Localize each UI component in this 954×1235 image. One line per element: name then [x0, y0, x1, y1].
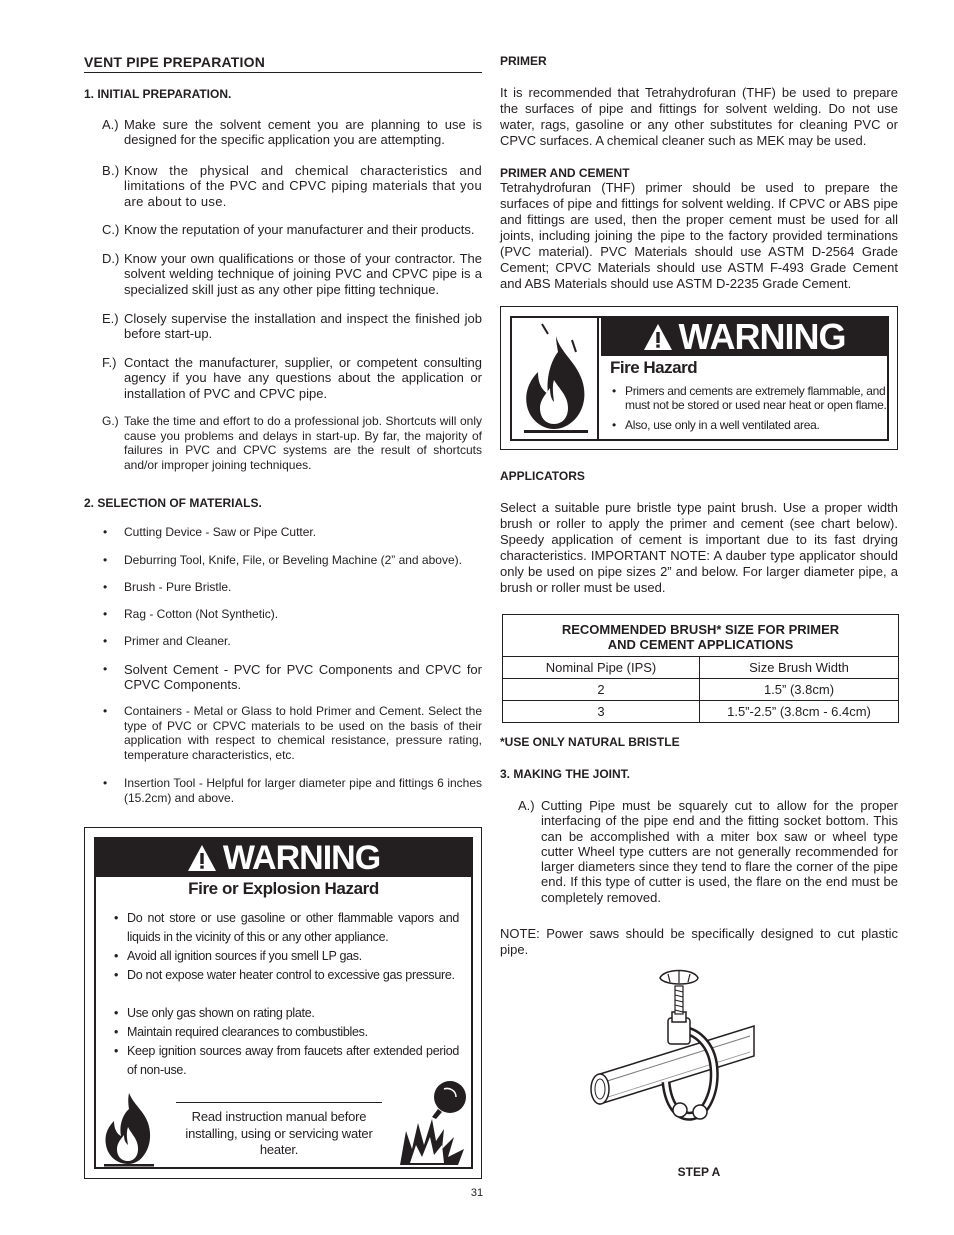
table-row: [503, 615, 899, 657]
primer-heading: PRIMER: [500, 54, 547, 68]
list-item: A.) Cutting Pipe must be squarely cut to allow for the proper interfacing of the pipe end and the fitting socket bottom. This can be accomplished with a miter box saw or wheel type cutter Wheel type cutters are not generally recommended for larger diameters since they tend to flare the corner of the pipe end. If this type of cutter is used, the flare on the end must be completely removed.: [518, 798, 898, 905]
table-title: RECOMMENDED BRUSH* SIZE FOR PRIMER AND CEMENT APPLICATIONS: [503, 615, 899, 657]
list-item: • Rag - Cotton (Not Synthetic).: [84, 607, 482, 622]
table-row: [503, 657, 899, 679]
power-saw-note: NOTE: Power saws should be specifically designed to cut plastic pipe.: [500, 926, 898, 957]
list-item: • Containers - Metal or Glass to hold Primer and Cement. Select the type of PVC or CPVC materials to be used on the basis of their application with respect to chemical resistance, pressure rating, temperature characteristics, etc.: [84, 704, 482, 762]
hazard-title: Fire Hazard: [610, 358, 698, 377]
list-item: D.) Know your own qualifications or those of your contractor. The solvent welding technique of joining PVC and CPVC pipe is a specialized skill just as any other pipe fitting technique.: [102, 251, 482, 297]
table-row: [503, 701, 899, 723]
step-a-caption: STEP A: [677, 1165, 721, 1179]
brush-size-table: [502, 614, 899, 723]
warning-bullet: • Use only gas shown on rating plate.: [114, 1004, 459, 1023]
step2-heading: 2. SELECTION OF MATERIALS.: [84, 496, 262, 510]
table-row: [503, 679, 899, 701]
table-cell: 3: [503, 701, 700, 723]
flame-panel: [512, 318, 599, 439]
warning-banner: WARNING: [601, 318, 887, 356]
applicators-heading: APPLICATORS: [500, 469, 585, 483]
warning-bullet: • Primers and cements are extremely flammable, and must not be stored or used near heat or open flame.: [612, 384, 887, 412]
applicators-text: Select a suitable pure bristle type paint brush. Use a proper width brush or roller to apply the primer and cement (see chart below). Speedy application of cement is important due to its fast drying characteristics. IMPORTANT NOTE: A dauber type applicator should only be used on pipe sizes 2” and below. For larger diameter pipe, a brush or roller must be used.: [500, 500, 898, 595]
warning-box-fire-hazard: [500, 306, 898, 450]
primer-cement-heading: PRIMER AND CEMENT: [500, 166, 630, 180]
warning-bullet: • Do not store or use gasoline or other flammable vapors and liquids in the vicinity of this or any other appliance.: [114, 909, 459, 947]
alert-triangle-icon: [643, 323, 673, 351]
natural-bristle-note: *USE ONLY NATURAL BRISTLE: [500, 735, 680, 749]
warning-bullet: • Do not expose water heater control to excessive gas pressure.: [114, 966, 459, 985]
list-item: A.) Make sure the solvent cement you are planning to use is designed for the specific application you are attempting.: [102, 117, 482, 148]
warning-bullet: • Maintain required clearances to combustibles.: [114, 1023, 459, 1042]
pipe-cutter-illustration: [584, 964, 774, 1154]
list-item: • Cutting Device - Saw or Pipe Cutter.: [84, 525, 482, 540]
flame-icon: [520, 322, 592, 436]
list-item: • Insertion Tool - Helpful for larger diameter pipe and fittings 6 inches (15.2cm) and above.: [84, 776, 482, 805]
list-item: C.) Know the reputation of your manufacturer and their products.: [102, 222, 475, 237]
alert-triangle-icon: [187, 844, 217, 872]
list-item: G.) Take the time and effort to do a professional job. Shortcuts will only cause you problems and delays in start-up. By far, the majority of failures in PVC and CPVC systems are the result of shortcuts and/or improper joining techniques.: [102, 414, 482, 472]
hazard-title: Fire or Explosion Hazard: [188, 879, 379, 898]
warning-bullet: • Avoid all ignition sources if you smell LP gas.: [114, 947, 459, 966]
table-cell: 1.5”-2.5” (3.8cm - 6.4cm): [700, 701, 899, 723]
flame-icon: [100, 1091, 158, 1167]
list-item: • Solvent Cement - PVC for PVC Components and CPVC for CPVC Components.: [84, 662, 482, 693]
primer-text: It is recommended that Tetrahydrofuran (THF) be used to prepare the surfaces of pipe and fittings for solvent welding. Do not use water, rags, gasoline or any other substitutes for cleaning PVC or CPVC surfaces. A chemical cleaner such as MEK may be used.: [500, 85, 898, 148]
table-cell: 1.5” (3.8cm): [700, 679, 899, 701]
step1-heading: 1. INITIAL PREPARATION.: [84, 87, 232, 101]
list-item: • Primer and Cleaner.: [84, 634, 482, 649]
divider: [176, 1102, 382, 1103]
list-item: • Deburring Tool, Knife, File, or Beveling Machine (2” and above).: [84, 553, 482, 568]
primer-cement-text: Tetrahydrofuran (THF) primer should be used to prepare the surfaces of pipe and fittings for solvent welding. If CPVC or ABS pipe and fittings are used, then the proper cement must be used for all joints, including joining the pipe to the factory provided terminations (PVC material). PVC Materials should use ASTM D-2564 Grade Cement; CPVC Materials should use ASTM F-493 Grade Cement and ABS Materials should use ASTM D-2235 Grade Cement.: [500, 180, 898, 291]
warning-bullet: • Keep ignition sources away from faucets after extended period of non-use.: [114, 1042, 459, 1080]
read-manual-text: Read instruction manual before installing, using or servicing water heater.: [185, 1109, 373, 1157]
warning-banner: WARNING: [96, 839, 471, 877]
section-title: VENT PIPE PREPARATION: [84, 54, 482, 73]
warning-bullet: • Also, use only in a well ventilated area.: [612, 418, 887, 432]
step3-heading: 3. MAKING THE JOINT.: [500, 767, 631, 781]
table-header-cell: Size Brush Width: [700, 657, 899, 679]
list-item: E.) Closely supervise the installation and inspect the finished job before start-up.: [102, 311, 482, 342]
table-cell: 2: [503, 679, 700, 701]
warning-box-fire-explosion: [84, 827, 482, 1179]
page-number: 31: [470, 1187, 484, 1199]
list-item: • Brush - Pure Bristle.: [84, 580, 482, 595]
list-item: F.) Contact the manufacturer, supplier, or competent consulting agency if you have any questions about the application or installation of PVC and CPVC pipe.: [102, 355, 482, 401]
list-item: B.) Know the physical and chemical characteristics and limitations of the PVC and CPVC piping materials that you are about to use.: [102, 163, 482, 209]
explosion-person-icon: [398, 1079, 470, 1167]
table-header-cell: Nominal Pipe (IPS): [503, 657, 700, 679]
